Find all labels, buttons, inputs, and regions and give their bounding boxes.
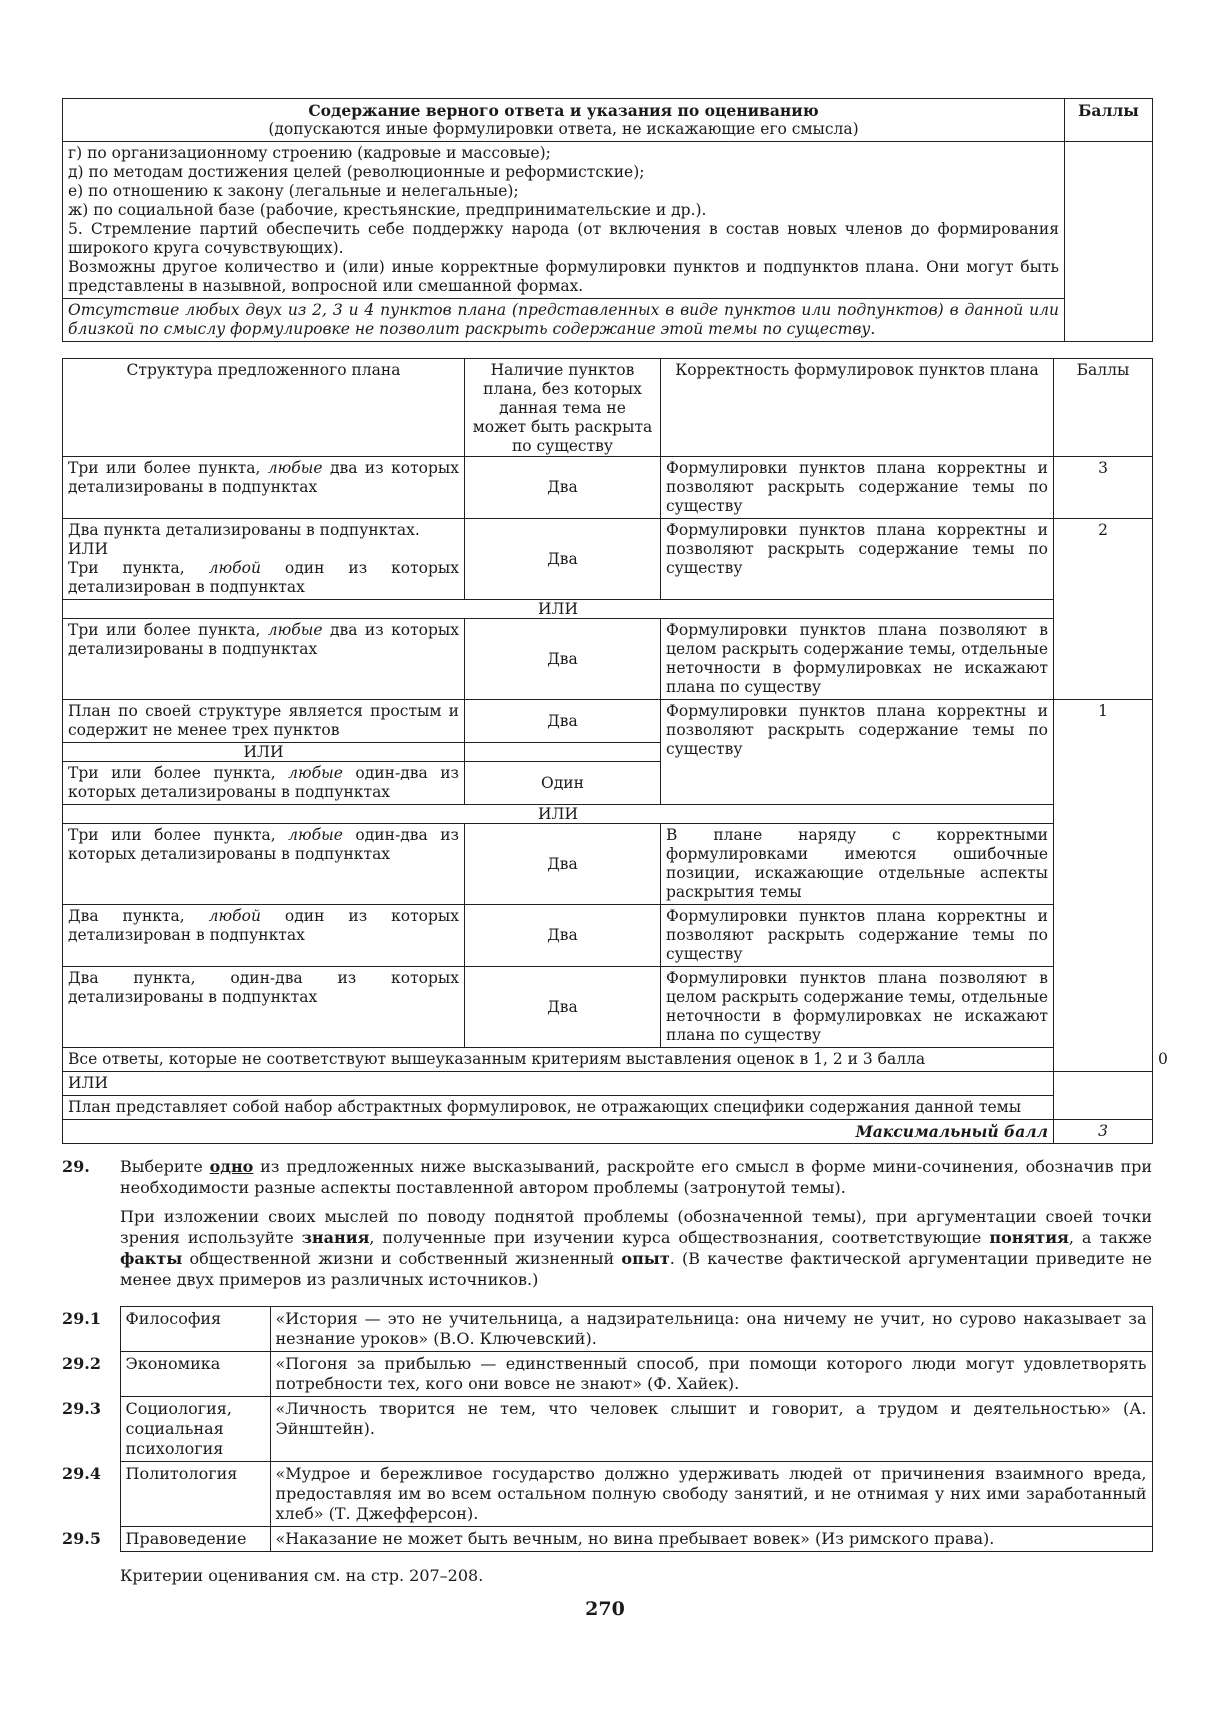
text: . (В качестве фактической аргументации приведите не менее двух примеров из различных источников.) [120,1249,1152,1289]
criteria-row-3 [63,457,1153,519]
criteria-row-2 [63,519,1153,600]
header-correctness: Корректность формулировок пунктов плана [661,359,1054,457]
answer-note-row [63,299,1153,342]
row-presence: Два [465,905,661,967]
header-structure: Структура предложенного плана [63,359,465,457]
quote-number: 29.1 [62,1308,101,1328]
text: любые [288,826,343,844]
criteria-table [62,358,1168,1144]
text: любой [208,907,261,925]
row-presence: Два [465,619,661,700]
page-number: 270 [585,1598,625,1620]
row-structure [63,824,465,905]
answer-line: ж) по социальной базе (рабочие, крестьянские, предпринимательские и др.). [68,201,707,219]
quote-row [62,1307,1152,1352]
answer-header-subtitle: (допускаются иные формулировки ответа, не искажающие его смысла) [268,120,859,138]
text: Три пункта, [68,559,209,577]
answer-line: 5. Стремление партий обеспечить себе поддержку народа (от включения в состав новых членов до формирования широкого круга сочувствующих). [68,220,1059,257]
quote-subject: Экономика [120,1352,270,1397]
text: два из которых детализированы в подпунктах [68,459,459,496]
quote-number: 29.2 [62,1353,101,1373]
text: Два пункта детализированы в подпунктах. [68,521,420,539]
row-presence: Два [465,824,661,905]
task-body [120,1156,1152,1298]
criteria-row-0: Все ответы, которые не соответствуют вышеуказанным критериям выставления оценок в 1, 2 и 3 балла 0 [63,1048,1153,1072]
ili-row [63,600,1153,619]
row-structure [63,519,465,600]
row-presence: Два [465,700,661,743]
row-points: 1 [1054,700,1153,1072]
quote-number: 29.5 [62,1528,101,1548]
text: опыт [621,1249,670,1268]
row-correctness: Формулировки пунктов плана корректны и позволяют раскрыть содержание темы по существу [661,519,1054,600]
row-correctness: В плане наряду с корректными формулировками имеются ошибочные позиции, искажающие отдельные аспекты раскрытия темы [661,824,1054,905]
answer-note: Отсутствие любых двух из 2, 3 и 4 пунктов плана (представленных в виде пунктов или подпунктов) в данной или близкой по смыслу формулировке не позволит раскрыть содержание этой темы по существу. [63,299,1065,342]
text: один-два из которых детализированы в подпунктах [68,826,459,863]
max-label: Максимальный балл [63,1120,1054,1144]
row-presence: Два [465,967,661,1048]
quotes-table [62,1306,1153,1552]
text: При изложении своих мыслей по поводу поднятой проблемы (обозначенной темы), при аргументации своей точки зрения используйте [120,1207,1152,1247]
text: из предложенных ниже высказываний, раскройте его смысл в форме мини-сочинения, обозначив при необходимости разные аспекты поставленной автором проблемы (затронутой темы). [120,1157,1153,1197]
quote-row [62,1397,1152,1462]
text: Три или более пункта, [68,826,289,844]
criteria-max-row [63,1120,1153,1144]
quote-text: «Наказание не может быть вечным, но вина пребывает вовек» (Из римского права). [270,1527,1152,1552]
quote-subject: Философия [120,1307,270,1352]
ili-label: ИЛИ [63,743,465,762]
criteria-row-0-ili [63,1072,1153,1096]
criteria-row-1e [63,967,1153,1048]
text: Три или более пункта, [68,459,268,477]
quote-row [62,1462,1152,1527]
row-presence: Два [465,457,661,519]
row-points: 3 [1054,457,1153,519]
text: любые [267,459,323,477]
quote-number: 29.3 [62,1398,101,1418]
row-structure [63,619,465,700]
row-points: 2 [1054,519,1153,700]
quote-subject: Социология, социальная психология [120,1397,270,1462]
answer-table-header [63,99,1153,142]
text: любые [288,764,343,782]
text: Два пункта, [68,907,209,925]
row-structure [63,905,465,967]
text: любой [208,559,261,577]
criteria-row-2b [63,619,1153,700]
row-correctness: Формулировки пунктов плана корректны и позволяют раскрыть содержание темы по существу [661,905,1054,967]
text: знания [301,1228,370,1247]
row-presence: Два [465,519,661,600]
ili-label: ИЛИ [63,600,1054,619]
header-points: Баллы [1054,359,1153,457]
page-content [62,98,1168,1585]
row-correctness: Формулировки пунктов плана корректны и позволяют раскрыть содержание темы по существу [661,457,1054,519]
text: Три или более пункта, [68,764,289,782]
criteria-reference: Критерии оценивания см. на стр. 207–208. [120,1566,484,1585]
criteria-row-1d [63,905,1153,967]
quote-number: 29.4 [62,1463,101,1483]
answer-header-points: Баллы [1065,99,1153,142]
answer-header-title: Содержание верного ответа и указания по оцениванию [308,101,819,120]
answer-line: е) по отношению к закону (легальные и нелегальные); [68,182,519,200]
task-paragraph-2 [120,1206,1152,1290]
max-points: 3 [1054,1120,1153,1144]
text: один из которых детализирован в подпунктах [68,907,460,944]
criteria-row-1c [63,824,1153,905]
answer-table [62,98,1153,342]
text: Три или более пункта, [68,621,268,639]
answer-lines-cell [63,142,1065,299]
answer-points-empty [1065,142,1153,342]
task-number: 29. [62,1157,90,1176]
criteria-row-0b [63,1096,1153,1120]
text: Выберите [120,1157,210,1176]
task-29 [62,1156,1152,1298]
text: , полученные при изучении курса обществознания, соответствующие [369,1228,990,1247]
text: факты [120,1249,183,1268]
row-correctness: Формулировки пунктов плана позволяют в целом раскрыть содержание темы, отдельные неточности в формулировках не искажают плана по существу [661,619,1054,700]
quote-text: «История — это не учительница, а надзирательница: она ничему не учит, но сурово наказывает за незнание уроков» (В.О. Ключевский). [270,1307,1152,1352]
answer-header-cell [63,99,1065,142]
answer-line: д) по методам достижения целей (революционные и реформистские); [68,163,645,181]
text: общественной жизни и собственный жизненный [182,1249,622,1268]
quote-row [62,1352,1152,1397]
row-zero-ili: ИЛИ [63,1072,1054,1096]
text: одно [209,1157,254,1176]
text: любые [267,621,323,639]
task-paragraph-1 [120,1156,1152,1198]
quote-text: «Личность творится не тем, что человек слышит и говорит, а трудом и деятельностью» (А. Эйнштейн). [270,1397,1152,1462]
quote-subject: Правоведение [120,1527,270,1552]
row-structure [63,762,465,805]
text: один из которых детализирован в подпунктах [68,559,459,596]
quote-text: «Мудрое и бережливое государство должно удерживать людей от причинения взаимного вреда, предоставляя им во всем остальном полную свободу занятий, и не отнимая у них ими заработанный хлеб» (Т. Джефферсон). [270,1462,1152,1527]
row-structure [63,457,465,519]
row-structure: План по своей структуре является простым и содержит не менее трех пунктов [63,700,465,743]
answer-line: г) по организационному строению (кадровые и массовые); [68,144,551,162]
row-presence: Один [465,762,661,805]
quote-subject: Политология [120,1462,270,1527]
quote-row [62,1527,1152,1552]
text: , а также [1068,1228,1153,1247]
row-correctness: Формулировки пунктов плана корректны и позволяют раскрыть содержание темы по существу [661,700,1054,805]
text: ИЛИ [68,540,108,558]
quote-text: «Погоня за прибылью — единственный способ, при помощи которого люди могут удовлетворять потребности тех, кого они вовсе не знают» (Ф. Хайек). [270,1352,1152,1397]
text: один-два из которых детализированы в подпунктах [68,764,459,801]
text: понятия [989,1228,1069,1247]
ili-label: ИЛИ [63,805,1054,824]
criteria-header-row [63,359,1153,457]
row-zero-text: Все ответы, которые не соответствуют вышеуказанным критериям выставления оценок в 1, 2 и 3 балла [63,1048,1054,1072]
row-zero-text-b: План представляет собой набор абстрактных формулировок, не отражающих специфики содержания данной темы [63,1096,1054,1120]
answer-line: Возможны другое количество и (или) иные корректные формулировки пунктов и подпунктов плана. Они могут быть представлены в назывной, вопросной или смешанной формах. [68,258,1059,295]
row-structure: Два пункта, один-два из которых детализированы в подпунктах [63,967,465,1048]
criteria-row-1 [63,700,1153,743]
text: два из которых детализированы в подпунктах [68,621,459,658]
row-correctness: Формулировки пунктов плана позволяют в целом раскрыть содержание темы, отдельные неточности в формулировках не искажают плана по существу [661,967,1054,1048]
ili-row [63,805,1153,824]
spacer [465,743,661,762]
answer-table-body [63,142,1153,299]
header-presence: Наличие пунктов плана, без которых данная тема не может быть раскрыта по существу [465,359,661,457]
